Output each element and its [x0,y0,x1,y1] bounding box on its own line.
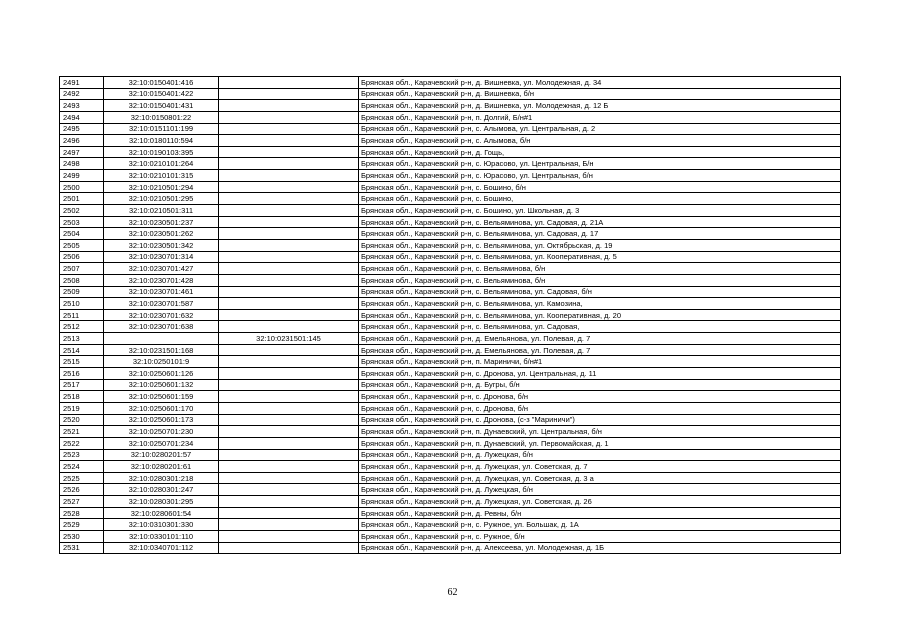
table-row [60,391,841,403]
previous-number-cell [219,286,359,298]
row-number-cell: 2508 [60,274,104,286]
table-row [60,309,841,321]
previous-number-cell [219,158,359,170]
address-cell: Брянская обл., Карачевский р-н, д. Емельянова, ул. Полевая, д. 7 [359,344,841,356]
cadastral-number-cell: 32:10:0150801:22 [104,111,219,123]
address-cell: Брянская обл., Карачевский р-н, с. Дронова, ул. Центральная, д. 11 [359,368,841,380]
address-cell: Брянская обл., Карачевский р-н, с. Ружное, ул. Большак, д. 1А [359,519,841,531]
table-row [60,414,841,426]
previous-number-cell [219,414,359,426]
address-cell: Брянская обл., Карачевский р-н, с. Алымова, б/н [359,135,841,147]
previous-number-cell [219,146,359,158]
address-cell: Брянская обл., Карачевский р-н, с. Алымова, ул. Центральная, д. 2 [359,123,841,135]
table-row [60,321,841,333]
address-cell: Брянская обл., Карачевский р-н, п. Дунаевский, ул. Центральная, б/н [359,426,841,438]
cadastral-number-cell: 32:10:0210101:264 [104,158,219,170]
row-number-cell: 2516 [60,368,104,380]
previous-number-cell [219,461,359,473]
previous-number-cell [219,321,359,333]
previous-number-cell [219,123,359,135]
address-cell: Брянская обл., Карачевский р-н, с. Дронова, (с-з "Мариничи") [359,414,841,426]
table-row [60,158,841,170]
address-cell: Брянская обл., Карачевский р-н, п. Дунаевский, ул. Первомайская, д. 1 [359,437,841,449]
address-cell: Брянская обл., Карачевский р-н, п. Мариничи, б/н#1 [359,356,841,368]
previous-number-cell [219,391,359,403]
cadastral-table [59,76,841,554]
cadastral-number-cell: 32:10:0190103:395 [104,146,219,158]
address-cell: Брянская обл., Карачевский р-н, с. Вельяминова, ул. Кооперативная, д. 5 [359,251,841,263]
row-number-cell: 2531 [60,542,104,554]
address-cell: Брянская обл., Карачевский р-н, с. Бошино, [359,193,841,205]
table-row [60,426,841,438]
row-number-cell: 2493 [60,100,104,112]
row-number-cell: 2501 [60,193,104,205]
table-row [60,193,841,205]
table-row [60,205,841,217]
cadastral-number-cell: 32:10:0210501:311 [104,205,219,217]
previous-number-cell [219,100,359,112]
cadastral-number-cell: 32:10:0230501:237 [104,216,219,228]
address-cell: Брянская обл., Карачевский р-н, д. Лужецкая, б/н [359,449,841,461]
table-row [60,111,841,123]
cadastral-number-cell: 32:10:0230701:638 [104,321,219,333]
table-row [60,263,841,275]
cadastral-number-cell: 32:10:0250601:126 [104,368,219,380]
table-row [60,100,841,112]
previous-number-cell [219,530,359,542]
cadastral-number-cell: 32:10:0210101:315 [104,170,219,182]
cadastral-number-cell: 32:10:0310301:330 [104,519,219,531]
table-row [60,274,841,286]
row-number-cell: 2514 [60,344,104,356]
table-row [60,542,841,554]
address-cell: Брянская обл., Карачевский р-н, с. Бошино, ул. Школьная, д. 3 [359,205,841,217]
previous-number-cell [219,484,359,496]
previous-number-cell [219,507,359,519]
row-number-cell: 2495 [60,123,104,135]
cadastral-number-cell: 32:10:0151101:199 [104,123,219,135]
cadastral-number-cell: 32:10:0250601:132 [104,379,219,391]
row-number-cell: 2496 [60,135,104,147]
row-number-cell: 2497 [60,146,104,158]
previous-number-cell [219,239,359,251]
previous-number-cell [219,251,359,263]
row-number-cell: 2513 [60,333,104,345]
address-cell: Брянская обл., Карачевский р-н, д. Лужецкая, ул. Советская, д. 3 а [359,472,841,484]
cadastral-number-cell: 32:10:0230701:428 [104,274,219,286]
cadastral-number-cell: 32:10:0280201:57 [104,449,219,461]
table-row [60,170,841,182]
cadastral-number-cell: 32:10:0150401:431 [104,100,219,112]
address-cell: Брянская обл., Карачевский р-н, д. Гощь, [359,146,841,158]
address-cell: Брянская обл., Карачевский р-н, д. Ревны, б/н [359,507,841,519]
row-number-cell: 2529 [60,519,104,531]
previous-number-cell [219,135,359,147]
address-cell: Брянская обл., Карачевский р-н, с. Вельяминова, б/н [359,274,841,286]
address-cell: Брянская обл., Карачевский р-н, с. Вельяминова, ул. Кооперативная, д. 20 [359,309,841,321]
address-cell: Брянская обл., Карачевский р-н, с. Ружное, б/н [359,530,841,542]
row-number-cell: 2494 [60,111,104,123]
address-cell: Брянская обл., Карачевский р-н, д. Емельянова, ул. Полевая, д. 7 [359,333,841,345]
cadastral-number-cell: 32:10:0230501:262 [104,228,219,240]
previous-number-cell [219,379,359,391]
row-number-cell: 2511 [60,309,104,321]
row-number-cell: 2522 [60,437,104,449]
address-cell: Брянская обл., Карачевский р-н, д. Вишневка, ул. Молодежная, д. 12 Б [359,100,841,112]
table-row [60,123,841,135]
address-cell: Брянская обл., Карачевский р-н, с. Вельяминова, ул. Садовая, д. 17 [359,228,841,240]
cadastral-number-cell: 32:10:0280301:295 [104,496,219,508]
address-cell: Брянская обл., Карачевский р-н, с. Вельяминова, ул. Октябрьская, д. 19 [359,239,841,251]
row-number-cell: 2498 [60,158,104,170]
previous-number-cell [219,542,359,554]
table-row [60,88,841,100]
table-row [60,77,841,89]
address-cell: Брянская обл., Карачевский р-н, с. Вельяминова, ул. Садовая, [359,321,841,333]
table-body [60,77,841,554]
cadastral-number-cell: 32:10:0230701:427 [104,263,219,275]
previous-number-cell [219,216,359,228]
cadastral-number-cell: 32:10:0250601:170 [104,402,219,414]
cadastral-number-cell: 32:10:0230701:314 [104,251,219,263]
cadastral-number-cell: 32:10:0250601:159 [104,391,219,403]
cadastral-number-cell: 32:10:0280601:54 [104,507,219,519]
cadastral-number-cell: 32:10:0280301:218 [104,472,219,484]
cadastral-number-cell: 32:10:0180110:594 [104,135,219,147]
row-number-cell: 2527 [60,496,104,508]
cadastral-number-cell: 32:10:0250101:9 [104,356,219,368]
row-number-cell: 2500 [60,181,104,193]
address-cell: Брянская обл., Карачевский р-н, д. Алексеева, ул. Молодежная, д. 1Б [359,542,841,554]
address-cell: Брянская обл., Карачевский р-н, с. Вельяминова, ул. Садовая, б/н [359,286,841,298]
table-row [60,368,841,380]
cadastral-number-cell: 32:10:0250701:234 [104,437,219,449]
row-number-cell: 2523 [60,449,104,461]
address-cell: Брянская обл., Карачевский р-н, д. Вишневка, ул. Молодежная, д. 34 [359,77,841,89]
previous-number-cell [219,111,359,123]
table-row [60,449,841,461]
row-number-cell: 2530 [60,530,104,542]
table-row [60,216,841,228]
cadastral-number-cell [104,333,219,345]
address-cell: Брянская обл., Карачевский р-н, с. Юрасово, ул. Центральная, б/н [359,170,841,182]
row-number-cell: 2502 [60,205,104,217]
table-row [60,507,841,519]
table-row [60,379,841,391]
cadastral-number-cell: 32:10:0250601:173 [104,414,219,426]
row-number-cell: 2503 [60,216,104,228]
address-cell: Брянская обл., Карачевский р-н, д. Лужецкая, ул. Советская, д. 26 [359,496,841,508]
cadastral-number-cell: 32:10:0280201:61 [104,461,219,473]
previous-number-cell [219,205,359,217]
previous-number-cell [219,368,359,380]
row-number-cell: 2504 [60,228,104,240]
previous-number-cell [219,437,359,449]
address-cell: Брянская обл., Карачевский р-н, с. Дронова, б/н [359,391,841,403]
table-row [60,286,841,298]
row-number-cell: 2510 [60,298,104,310]
table-row [60,333,841,345]
previous-number-cell [219,88,359,100]
address-cell: Брянская обл., Карачевский р-н, д. Вишневка, б/н [359,88,841,100]
previous-number-cell [219,496,359,508]
table-row [60,146,841,158]
address-cell: Брянская обл., Карачевский р-н, с. Юрасово, ул. Центральная, Б/н [359,158,841,170]
address-cell: Брянская обл., Карачевский р-н, с. Вельяминова, ул. Камозина, [359,298,841,310]
row-number-cell: 2518 [60,391,104,403]
cadastral-number-cell: 32:10:0340701:112 [104,542,219,554]
table-row [60,228,841,240]
cadastral-number-cell: 32:10:0230701:461 [104,286,219,298]
table-row [60,298,841,310]
row-number-cell: 2526 [60,484,104,496]
table-row [60,530,841,542]
table-row [60,484,841,496]
row-number-cell: 2506 [60,251,104,263]
cadastral-number-cell: 32:10:0230701:587 [104,298,219,310]
address-cell: Брянская обл., Карачевский р-н, с. Вельяминова, ул. Садовая, д. 21А [359,216,841,228]
table-row [60,344,841,356]
previous-number-cell [219,170,359,182]
address-cell: Брянская обл., Карачевский р-н, п. Долгий, Б/н#1 [359,111,841,123]
table-row [60,402,841,414]
previous-number-cell [219,274,359,286]
row-number-cell: 2499 [60,170,104,182]
row-number-cell: 2505 [60,239,104,251]
previous-number-cell [219,519,359,531]
row-number-cell: 2507 [60,263,104,275]
table-row [60,251,841,263]
row-number-cell: 2491 [60,77,104,89]
table-row [60,437,841,449]
cadastral-number-cell: 32:10:0230501:342 [104,239,219,251]
previous-number-cell [219,263,359,275]
row-number-cell: 2512 [60,321,104,333]
table-row [60,239,841,251]
row-number-cell: 2515 [60,356,104,368]
cadastral-number-cell: 32:10:0230701:632 [104,309,219,321]
row-number-cell: 2525 [60,472,104,484]
previous-number-cell [219,193,359,205]
address-cell: Брянская обл., Карачевский р-н, с. Вельяминова, б/н [359,263,841,275]
previous-number-cell [219,356,359,368]
row-number-cell: 2520 [60,414,104,426]
previous-number-cell [219,298,359,310]
address-cell: Брянская обл., Карачевский р-н, с. Дронова, б/н [359,402,841,414]
row-number-cell: 2509 [60,286,104,298]
cadastral-number-cell: 32:10:0210501:295 [104,193,219,205]
previous-number-cell [219,344,359,356]
previous-number-cell [219,181,359,193]
table-row [60,461,841,473]
table-row [60,356,841,368]
address-cell: Брянская обл., Карачевский р-н, д. Лужецкая, б/н [359,484,841,496]
previous-number-cell [219,449,359,461]
previous-number-cell: 32:10:0231501:145 [219,333,359,345]
cadastral-number-cell: 32:10:0210501:294 [104,181,219,193]
cadastral-number-cell: 32:10:0231501:168 [104,344,219,356]
cadastral-number-cell: 32:10:0150401:422 [104,88,219,100]
cadastral-number-cell: 32:10:0150401:416 [104,77,219,89]
row-number-cell: 2521 [60,426,104,438]
cadastral-number-cell: 32:10:0250701:230 [104,426,219,438]
previous-number-cell [219,228,359,240]
table-row [60,472,841,484]
row-number-cell: 2519 [60,402,104,414]
previous-number-cell [219,402,359,414]
previous-number-cell [219,77,359,89]
page-number: 62 [447,587,458,598]
row-number-cell: 2517 [60,379,104,391]
previous-number-cell [219,426,359,438]
row-number-cell: 2528 [60,507,104,519]
table-row [60,496,841,508]
table-row [60,519,841,531]
table-row [60,181,841,193]
table-row [60,135,841,147]
document-table-container [59,76,840,554]
address-cell: Брянская обл., Карачевский р-н, д. Лужецкая, ул. Советская, д. 7 [359,461,841,473]
address-cell: Брянская обл., Карачевский р-н, д. Бугры, б/н [359,379,841,391]
previous-number-cell [219,472,359,484]
cadastral-number-cell: 32:10:0280301:247 [104,484,219,496]
row-number-cell: 2524 [60,461,104,473]
previous-number-cell [219,309,359,321]
cadastral-number-cell: 32:10:0330101:110 [104,530,219,542]
address-cell: Брянская обл., Карачевский р-н, с. Бошино, б/н [359,181,841,193]
row-number-cell: 2492 [60,88,104,100]
